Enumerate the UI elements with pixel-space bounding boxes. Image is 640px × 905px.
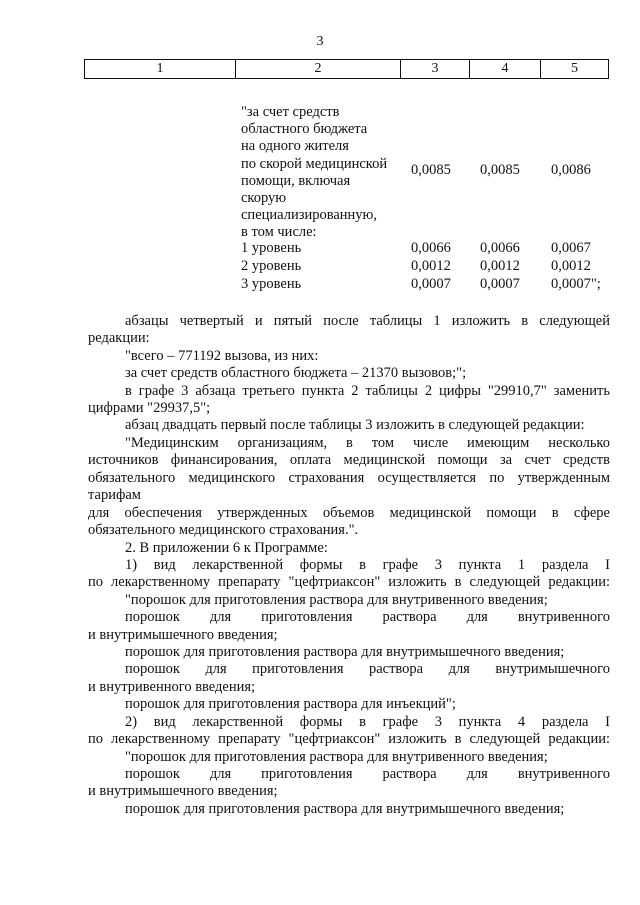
paragraph-line: 1) вид лекарственной формы в графе 3 пункта 1 раздела I	[125, 557, 610, 573]
row-level-2-col3: 0,0012	[411, 258, 451, 274]
paragraph-line: порошок для приготовления раствора для внутривенного	[125, 766, 610, 782]
col-header-4: 4	[470, 60, 541, 79]
row-level-1-col4: 0,0066	[480, 240, 520, 256]
paragraph-line: цифрами "29937,5";	[88, 400, 211, 416]
description-line: скорую	[241, 190, 287, 207]
paragraph-line: порошок для приготовления раствора для внутримышечного введения;	[125, 801, 565, 817]
row-level-2-col5: 0,0012	[551, 258, 591, 274]
col-header-5: 5	[541, 60, 609, 79]
paragraph-line: и внутримышечного введения;	[88, 783, 278, 799]
paragraph-line: за счет средств областного бюджета – 21370 вызовов;";	[125, 365, 467, 381]
paragraph-line: порошок для приготовления раствора для внутримышечного	[125, 661, 610, 677]
description-line: на одного жителя	[241, 138, 349, 155]
row-level-1-col5: 0,0067	[551, 240, 591, 256]
row-level-2-col4: 0,0012	[480, 258, 520, 274]
paragraph-line: порошок для приготовления раствора для внутривенного	[125, 609, 610, 625]
row-level-3-col3: 0,0007	[411, 276, 451, 292]
row-level-1-col3: 0,0066	[411, 240, 451, 256]
page-number: 3	[316, 34, 324, 49]
description-line: специализированную,	[241, 207, 378, 224]
table-description	[241, 104, 406, 242]
row-label-level-1: 1 уровень	[241, 240, 302, 256]
paragraph-line: "Медицинским организациям, в том числе имеющим несколько	[125, 435, 610, 451]
main-value-col3: 0,0085	[411, 162, 451, 178]
description-line: в том числе:	[241, 224, 317, 241]
col-header-3: 3	[401, 60, 470, 79]
table-header	[84, 59, 609, 79]
paragraph-line: и внутримышечного введения;	[88, 627, 278, 643]
description-line: областного бюджета	[241, 121, 368, 138]
paragraph-line: тарифам	[88, 487, 141, 503]
paragraph-line: 2) вид лекарственной формы в графе 3 пункта 4 раздела I	[125, 714, 610, 730]
paragraph-line: "всего – 771192 вызова, из них:	[125, 348, 319, 364]
paragraph-line: редакции:	[88, 330, 150, 346]
description-line: по скорой медицинской	[241, 155, 388, 172]
row-level-3-col5: 0,0007";	[551, 276, 601, 292]
paragraph-line: 2. В приложении 6 к Программе:	[125, 540, 328, 556]
paragraph-line: обязательного медицинского страхования.".	[88, 522, 359, 538]
paragraph-line: по лекарственному препарату "цефтриаксон" изложить в следующей редакции:	[88, 574, 610, 590]
row-label-level-2: 2 уровень	[241, 258, 302, 274]
paragraph-line: и внутривенного введения;	[88, 679, 256, 695]
main-value-col4: 0,0085	[480, 162, 520, 178]
paragraph-line: абзац двадцать первый после таблицы 3 изложить в следующей редакции:	[125, 417, 585, 433]
paragraph-line: абзацы четвертый и пятый после таблицы 1 изложить в следующей	[125, 313, 610, 329]
main-value-col5: 0,0086	[551, 162, 591, 178]
paragraph-line: в графе 3 абзаца третьего пункта 2 таблицы 2 цифры "29910,7" заменить	[125, 383, 610, 399]
row-level-3-col4: 0,0007	[480, 276, 520, 292]
description-line: помощи, включая	[241, 172, 351, 189]
paragraph-line: "порошок для приготовления раствора для внутривенного введения;	[125, 749, 548, 765]
description-line: "за счет средств	[241, 104, 340, 120]
row-label-level-3: 3 уровень	[241, 276, 302, 292]
paragraph-line: источников финансирования, оплата медицинской помощи за счет средств	[88, 452, 610, 468]
paragraph-line: для обеспечения утвержденных объемов медицинской помощи в сфере	[88, 505, 610, 521]
paragraph-line: обязательного медицинского страхования осуществляется по утвержденным	[88, 470, 610, 486]
paragraph-line: "порошок для приготовления раствора для внутривенного введения;	[125, 592, 548, 608]
paragraph-line: по лекарственному препарату "цефтриаксон" изложить в следующей редакции:	[88, 731, 610, 747]
paragraph-line: порошок для приготовления раствора для внутримышечного введения;	[125, 644, 565, 660]
col-header-1: 1	[85, 60, 236, 79]
paragraph-line: порошок для приготовления раствора для инъекций";	[125, 696, 456, 712]
col-header-2: 2	[236, 60, 401, 79]
